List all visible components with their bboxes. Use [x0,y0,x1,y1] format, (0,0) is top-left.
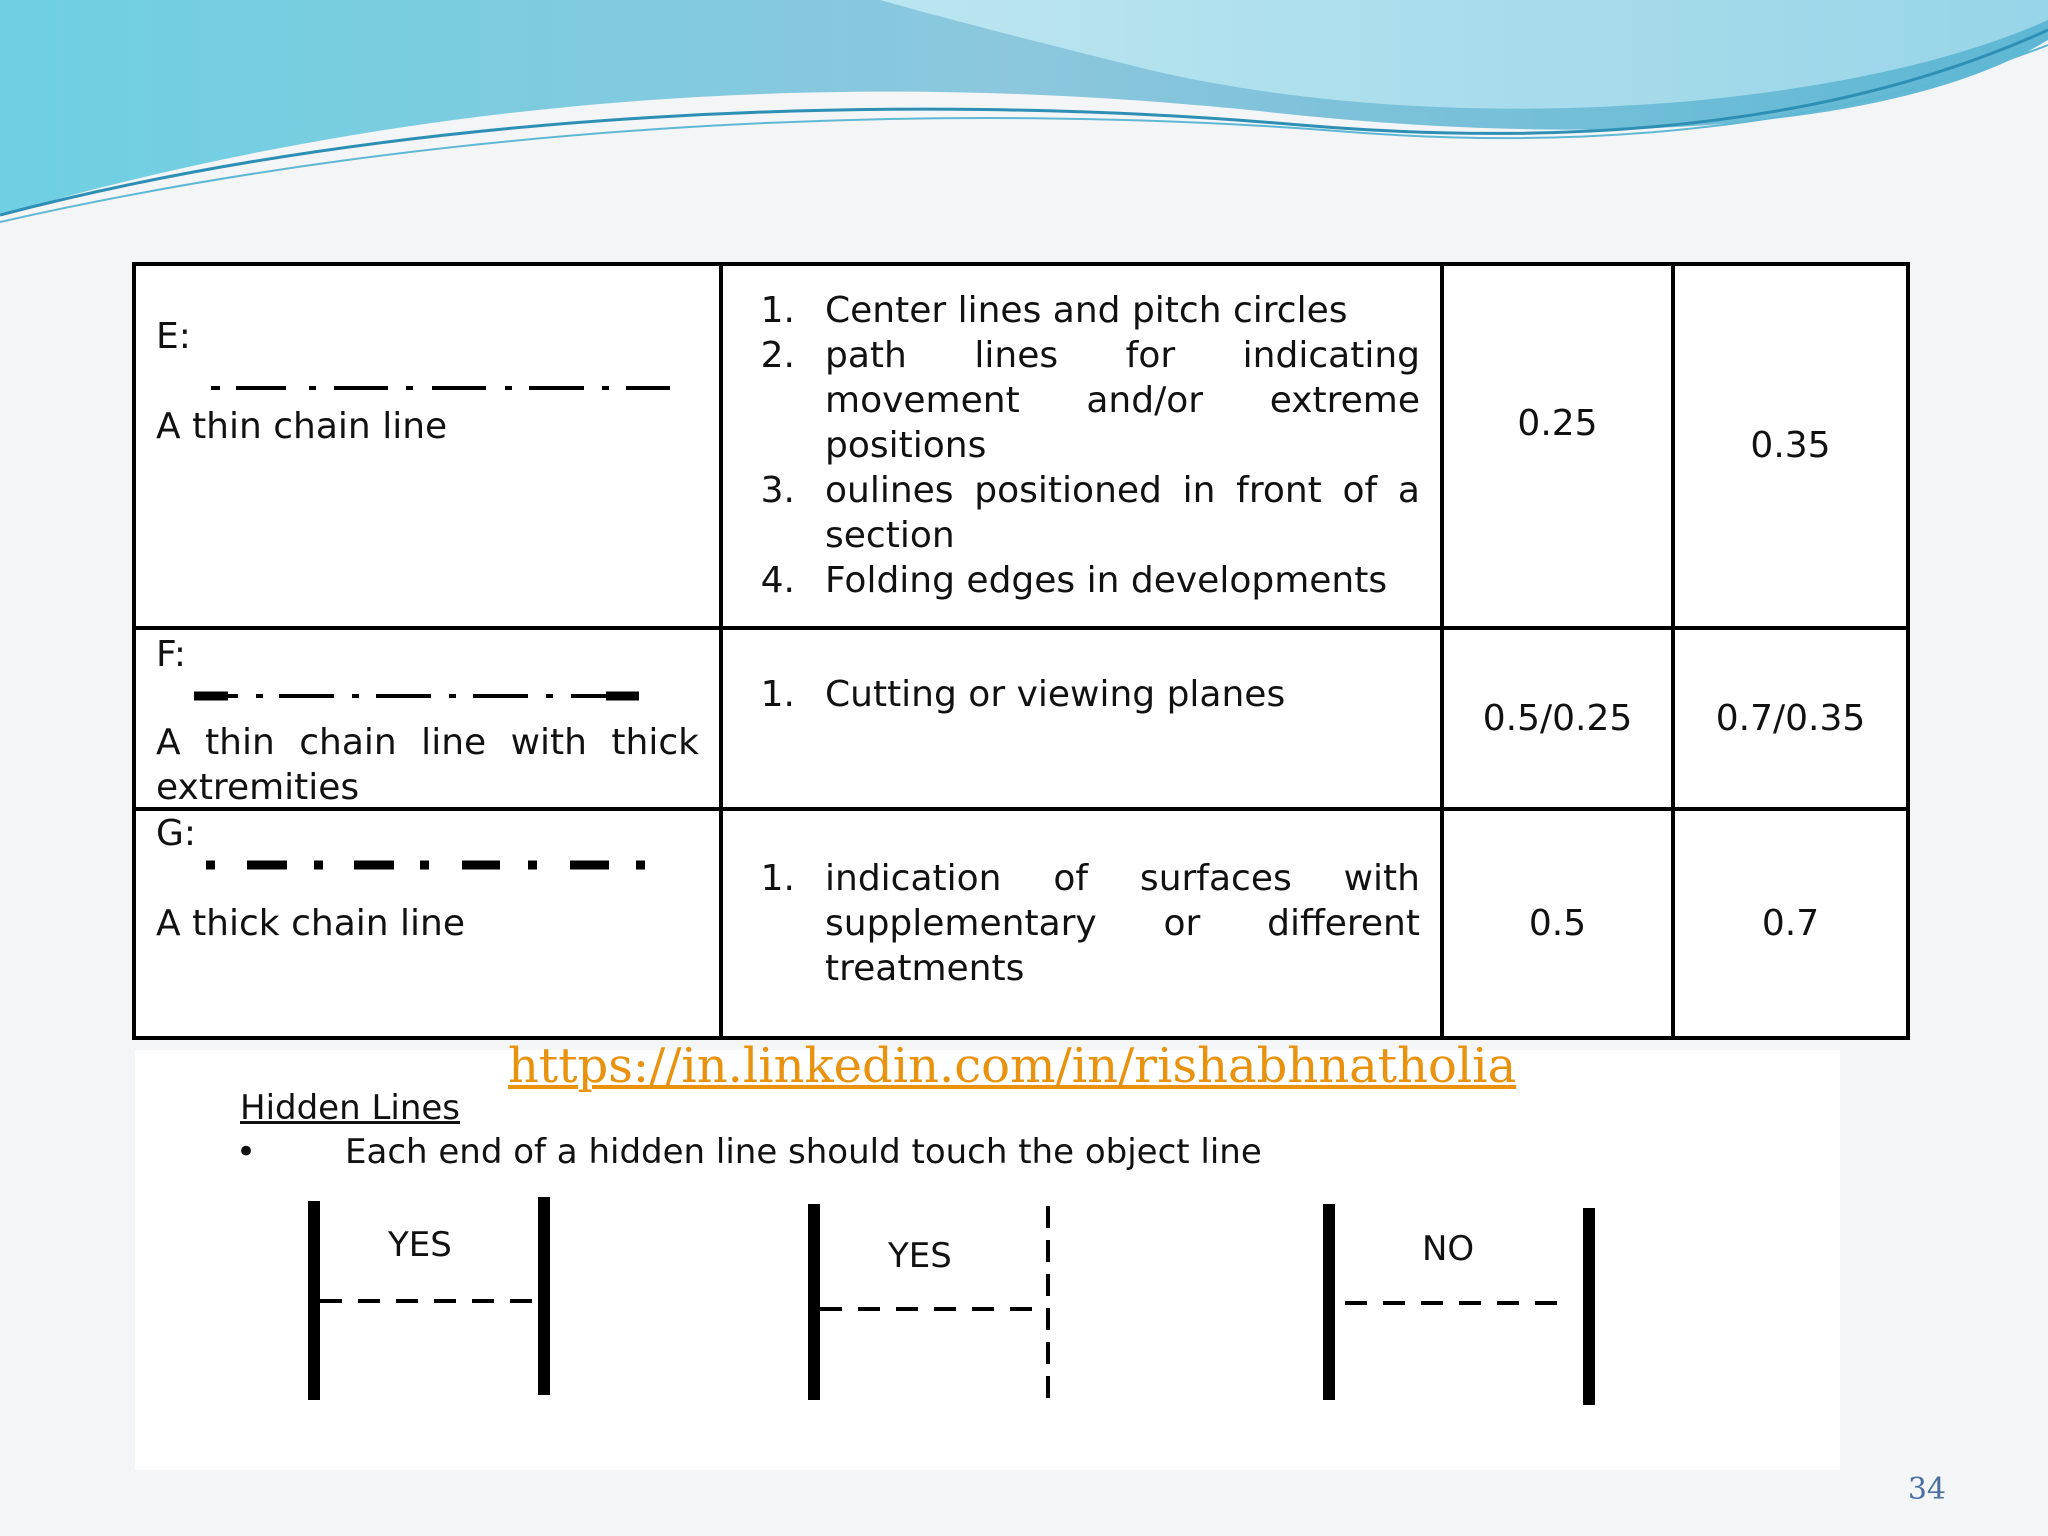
line-type-description: A thin chain line [156,406,448,447]
line-thickness-value: 0.7 [1673,809,1908,1038]
line-type-description: A thick chain line [156,902,465,944]
linkedin-link[interactable]: https://in.linkedin.com/in/rishabhnatholia [508,1038,1517,1094]
line-type-cell [134,628,721,809]
example-label: YES [888,1236,952,1276]
hidden-line-example-yes-2 [800,1200,1060,1410]
page-number: 34 [1907,1472,1946,1507]
line-uses-cell [721,264,1442,628]
example-label: YES [388,1225,452,1265]
line-type-cell [134,809,721,1038]
line-thickness-value: 0.35 [1673,264,1908,628]
list-item: 3. oulines positioned in front of a section [760,470,1420,557]
bullet-icon: • [236,1132,257,1172]
thick-chain-line-sample [136,855,723,875]
line-types-table [132,262,1906,1040]
line-thickness-value: 0.5/0.25 [1442,628,1673,809]
list-item: 2. path lines for indicating movement and/or extreme positions [760,335,1420,467]
line-thickness-value: 0.25 [1442,264,1673,628]
thin-chain-line-sample [136,378,723,398]
line-type-cell [134,264,721,628]
hidden-lines-heading: Hidden Lines [240,1088,461,1128]
list-item: 4. Folding edges in developments [760,560,1388,602]
list-item: 1. indication of surfaces with supplementary or different treatments [760,857,1420,989]
line-type-letter: E: [156,316,191,357]
table-row [134,809,1908,1038]
hidden-lines-rule: Each end of a hidden line should touch the object line [345,1132,1262,1172]
line-type-letter: F: [156,633,187,675]
list-item: 1. Center lines and pitch circles [760,290,1348,332]
line-thickness-value: 0.7/0.35 [1673,628,1908,809]
line-uses-cell [721,628,1442,809]
line-type-letter: G: [156,812,197,854]
table-row [134,628,1908,809]
thin-chain-thick-ends-line-sample [136,686,723,706]
example-label: NO [1422,1229,1475,1269]
list-item: 1. Cutting or viewing planes [760,673,1286,715]
line-type-description: A thin chain line with thick extremities [156,721,699,808]
header-wave-decoration [0,0,2048,240]
line-thickness-value: 0.5 [1442,809,1673,1038]
table-row [134,264,1908,628]
line-uses-cell [721,809,1442,1038]
